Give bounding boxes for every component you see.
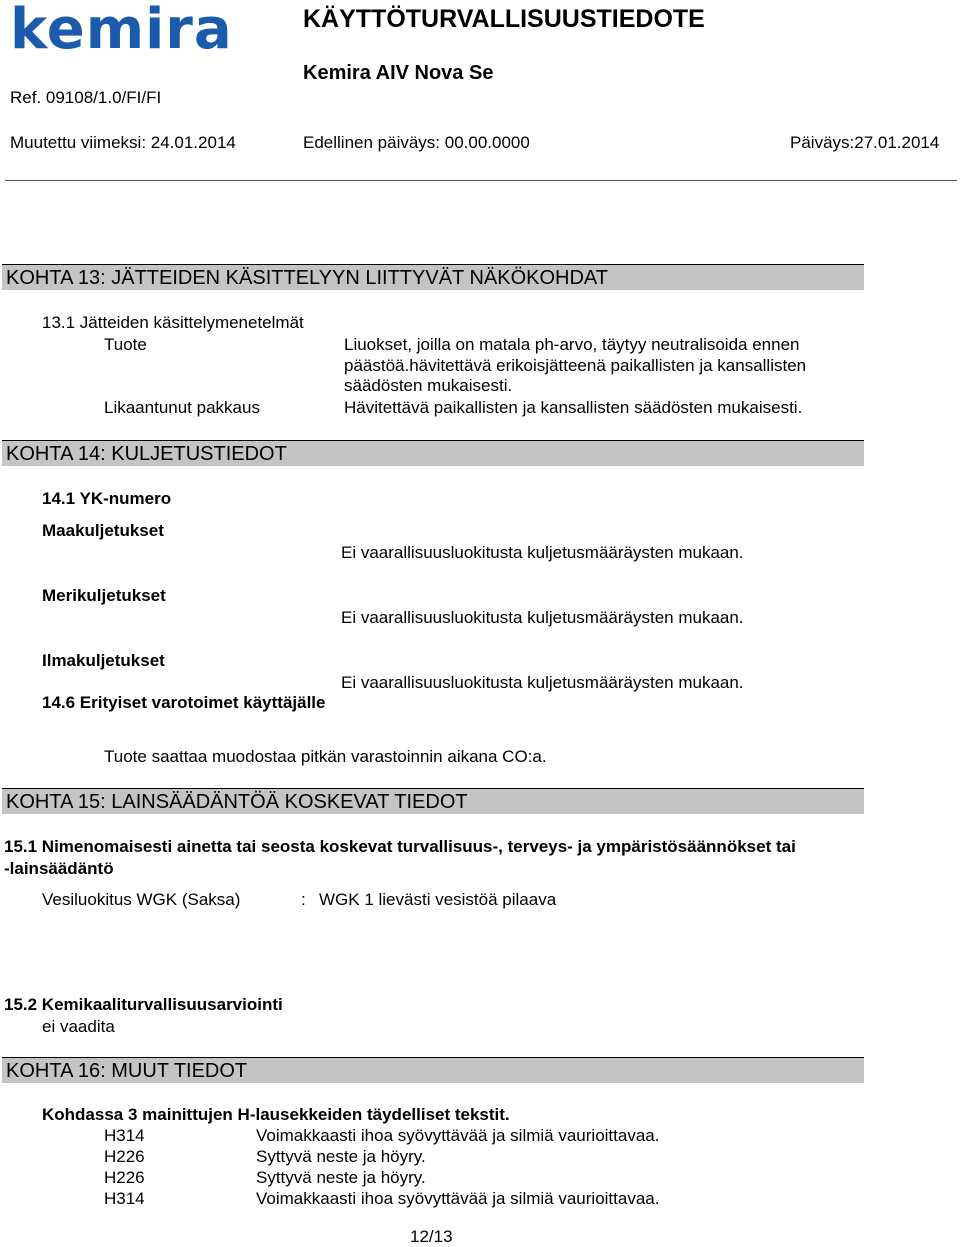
section-16-title: KOHTA 16: MUUT TIEDOT [6, 1060, 251, 1083]
h-statement-text: Voimakkaasti ihoa syövyttävää ja silmiä vaurioittavaa. [256, 1189, 660, 1208]
modified-date: Muutettu viimeksi: 24.01.2014 [10, 133, 236, 152]
packaging-disposal-text: Hävitettävä paikallisten ja kansallisten säädösten mukaisesti. [344, 398, 803, 417]
page-number: 12/13 [410, 1227, 453, 1246]
section-14-header [2, 440, 864, 466]
product-disposal-line-3: säädösten mukaisesti. [344, 376, 513, 395]
land-transport-value: Ei vaarallisuusluokitusta kuljetusmääräysten mukaan. [341, 543, 744, 562]
section-14-title: KOHTA 14: KULJETUSTIEDOT [6, 443, 291, 466]
h-statement-text: Syttyvä neste ja höyry. [256, 1147, 426, 1166]
subsection-13-1: 13.1 Jätteiden käsittelymenetelmät [42, 313, 304, 332]
air-transport-label: Ilmakuljetukset [42, 651, 165, 670]
section-13-title: KOHTA 13: JÄTTEIDEN KÄSITTELYYN LIITTYVÄT NÄKÖKOHDAT [6, 267, 612, 290]
section-13-header [2, 264, 864, 290]
land-transport-label: Maakuljetukset [42, 521, 164, 540]
product-name: Kemira AIV Nova Se [303, 62, 494, 84]
h-statement-code: H226 [104, 1168, 145, 1187]
h-statement-text: Voimakkaasti ihoa syövyttävää ja silmiä vaurioittavaa. [256, 1126, 660, 1145]
packaging-label: Likaantunut pakkaus [104, 398, 260, 417]
sea-transport-value: Ei vaarallisuusluokitusta kuljetusmääräysten mukaan. [341, 608, 744, 627]
kemira-logo: kemira [10, 0, 233, 62]
h-statement-code: H226 [104, 1147, 145, 1166]
section-16-header [2, 1057, 864, 1083]
subsection-15-2: 15.2 Kemikaaliturvallisuusarviointi [4, 995, 283, 1014]
h-statement-code: H314 [104, 1126, 145, 1145]
subsection-14-6: 14.6 Erityiset varotoimet käyttäjälle [42, 693, 326, 712]
wgk-value: WGK 1 lievästi vesistöä pilaava [319, 890, 557, 909]
document-title: KÄYTTÖTURVALLISUUSTIEDOTE [303, 5, 705, 33]
product-disposal-line-1: Liuokset, joilla on matala ph-arvo, täytyy neutralisoida ennen [344, 335, 800, 354]
product-disposal-line-2: päästöä.hävitettävä erikoisjätteenä paikallisten ja kansallisten [344, 356, 807, 375]
product-label: Tuote [104, 335, 147, 354]
previous-date: Edellinen päiväys: 00.00.0000 [303, 133, 530, 152]
subsection-15-1-line-2: -lainsäädäntö [4, 859, 114, 878]
wgk-label: Vesiluokitus WGK (Saksa) [42, 890, 241, 909]
h-statement-code: H314 [104, 1189, 145, 1208]
subsection-14-1: 14.1 YK-numero [42, 489, 172, 508]
sea-transport-label: Merikuljetukset [42, 586, 166, 605]
air-transport-value: Ei vaarallisuusluokitusta kuljetusmääräysten mukaan. [341, 673, 744, 692]
h-statements-heading: Kohdassa 3 mainittujen H-lausekkeiden täydelliset tekstit. [42, 1105, 510, 1124]
h-statement-text: Syttyvä neste ja höyry. [256, 1168, 426, 1187]
chemical-safety-assessment-value: ei vaadita [42, 1017, 115, 1036]
section-15-title: KOHTA 15: LAINSÄÄDÄNTÖÄ KOSKEVAT TIEDOT [6, 791, 472, 814]
section-15-header [2, 788, 864, 814]
issue-date: Päiväys:27.01.2014 [790, 133, 940, 152]
reference-number: Ref. 09108/1.0/FI/FI [10, 88, 162, 107]
special-precautions-note: Tuote saattaa muodostaa pitkän varastoinnin aikana CO:a. [104, 747, 547, 766]
wgk-colon: : [301, 890, 306, 909]
subsection-15-1-line-1: 15.1 Nimenomaisesti ainetta tai seosta koskevat turvallisuus-, terveys- ja ympäristösäännökset tai [4, 837, 796, 856]
header-divider [5, 180, 957, 181]
